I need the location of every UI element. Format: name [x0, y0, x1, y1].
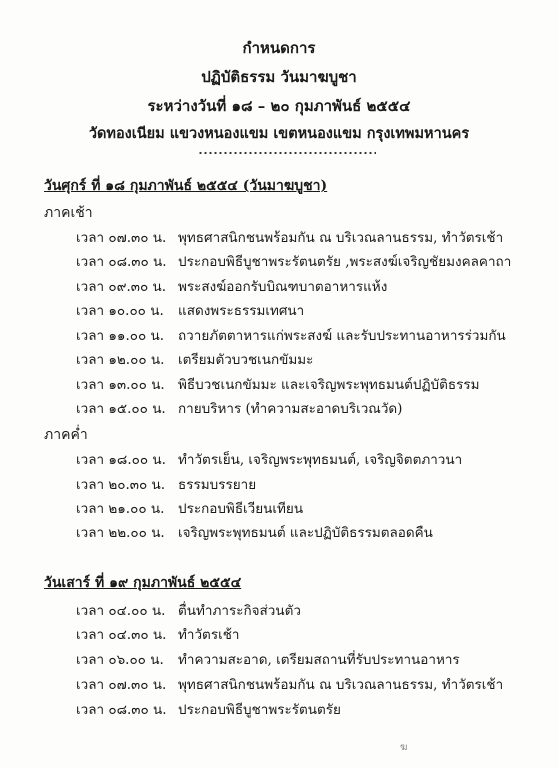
row-time: เวลา ๐๗.๓๐ น. [76, 230, 167, 246]
row-time: เวลา ๑๑.๐๐ น. [76, 328, 165, 344]
row-activity: ประกอบพิธีบูชาพระรัตนตรัย ,พระสงฆ์เจริญชัยมงคลคาถา [178, 254, 512, 270]
row-time: เวลา ๒๒.๐๐ น. [76, 525, 165, 541]
row-activity: ถวายภัตตาหารแก่พระสงฆ์ และรับประทานอาหารร่วมกัน [178, 328, 506, 344]
row-time: เวลา ๑๕.๐๐ น. [76, 401, 166, 417]
row-time: เวลา ๐๔.๐๐ น. [76, 603, 166, 619]
dotted-divider [198, 150, 376, 156]
row-time: เวลา ๒๑.๐๐ น. [76, 501, 165, 517]
row-activity: กายบริหาร (ทำความสะอาดบริเวณวัด) [178, 401, 403, 417]
row-time: เวลา ๑๒.๐๐ น. [76, 352, 165, 368]
row-time: เวลา ๐๘.๓๐ น. [76, 702, 167, 718]
row-activity: พระสงฆ์ออกรับบิณฑบาตอาหารแห้ง [178, 279, 388, 295]
doc-title: กำหนดการ [242, 39, 316, 57]
day2-heading: วันเสาร์ ที่ ๑๙ กุมภาพันธ์ ๒๕๕๔ [44, 575, 242, 591]
row-activity: พุทธศาสนิกชนพร้อมกัน ณ บริเวณลานธรรม, ทำวัตรเช้า [178, 230, 504, 246]
row-time: เวลา ๐๙.๓๐ น. [76, 279, 167, 295]
doc-date-range: ระหว่างวันที่ ๑๘ – ๒๐ กุมภาพันธ์ ๒๕๕๔ [147, 97, 411, 115]
row-activity: พิธีบวชเนกขัมมะ และเจริญพระพุทธมนต์ปฏิบัติธรรม [178, 377, 480, 393]
doc-location: วัดทองเนียม แขวงหนองแขม เขตหนองแขม กรุงเทพมหานคร [88, 125, 470, 142]
row-activity: ธรรมบรรยาย [178, 477, 257, 493]
row-activity: แสดงพระธรรมเทศนา [178, 303, 305, 319]
row-activity: ประกอบพิธีเวียนเทียน [178, 501, 304, 517]
row-activity: เจริญพระพุทธมนต์ และปฏิบัติธรรมตลอดคืน [178, 525, 433, 541]
row-activity: ทำวัตรเย็น, เจริญพระพุทธมนต์, เจริญจิตตภาวนา [178, 452, 463, 468]
row-time: เวลา ๒๐.๓๐ น. [76, 477, 166, 493]
row-activity: ประกอบพิธีบูชาพระรัตนตรัย [178, 702, 341, 718]
row-time: เวลา ๐๘.๓๐ น. [76, 254, 167, 270]
row-activity: ทำความสะอาด, เตรียมสถานที่รับประทานอาหาร [178, 652, 460, 668]
row-activity: ตื่นทำภาระกิจส่วนตัว [178, 603, 301, 619]
row-time: เวลา ๑๐.๐๐ น. [76, 303, 164, 319]
page-mark: ฆ [400, 742, 408, 753]
row-activity: พุทธศาสนิกชนพร้อมกัน ณ บริเวณลานธรรม, ทำวัตรเช้า [178, 677, 504, 693]
row-time: เวลา ๐๖.๐๐ น. [76, 652, 164, 668]
day1-heading: วันศุกร์ ที่ ๑๘ กุมภาพันธ์ ๒๕๕๔ (วันมาฆบูชา) [44, 178, 328, 194]
morning-label: ภาคเช้า [44, 205, 93, 221]
evening-label: ภาคค่ำ [44, 427, 88, 443]
row-activity: ทำวัตรเช้า [178, 627, 240, 643]
doc-subtitle: ปฏิบัติธรรม วันมาฆบูชา [201, 68, 357, 86]
row-time: เวลา ๐๗.๓๐ น. [76, 677, 167, 693]
row-time: เวลา ๐๔.๓๐ น. [76, 627, 167, 643]
row-time: เวลา ๑๓.๐๐ น. [76, 377, 165, 393]
row-time: เวลา ๑๘.๐๐ น. [76, 452, 166, 468]
row-activity: เตรียมตัวบวชเนกขัมมะ [178, 352, 314, 368]
